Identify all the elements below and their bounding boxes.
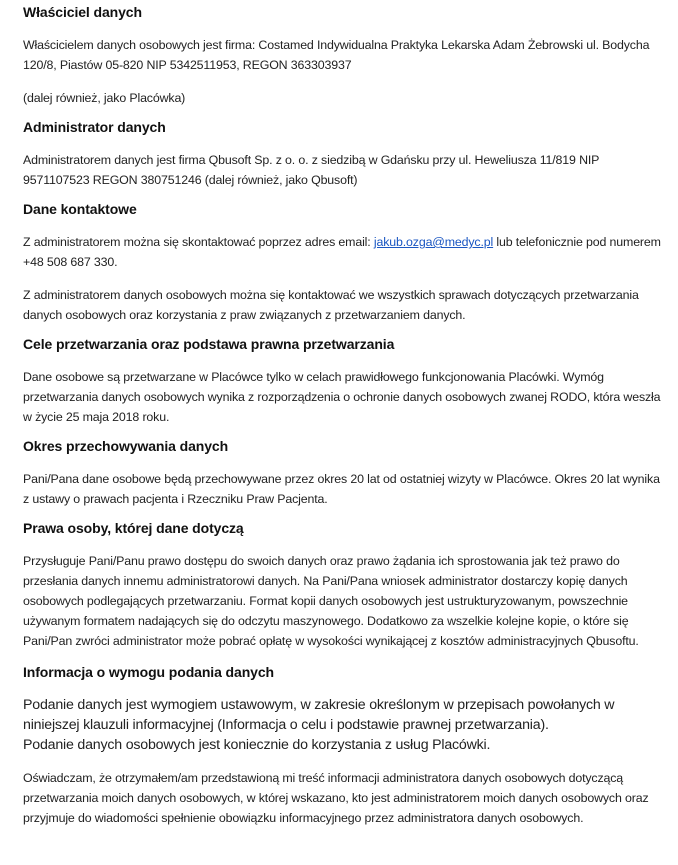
heading-data-requirement: Informacja o wymogu podania danych xyxy=(23,664,274,680)
data-subject-rights-text: Przysługuje Pani/Panu prawo dostępu do swoich danych oraz prawo żądania ich sprostowania jak też prawo do przesłania danych innemu administratorowi danych. Na Pani/Pana wniosek administrator dostarczy kopię danych osobowych podlegających przetwarzaniu. Format kopii danych osobowych jest ustrukturyzowanym, powszechnie używanym formatem nadających się do odczytu maszynowego. Dodatkowo za wszelkie kolejne kopie, o które się Pani/Pan zwróci administrator może pobrać opłatę w wysokości wynikającej z kosztów administracyjnych Qbusoftu. xyxy=(23,554,639,648)
data-requirement-necessity: Podanie danych osobowych jest koniecznie do korzystania z usług Placówki. xyxy=(23,737,491,753)
data-owner-alias: (dalej również, jako Placówka) xyxy=(23,91,186,105)
heading-contact-data: Dane kontaktowe xyxy=(23,201,137,217)
contact-text-before: Z administratorem można się skontaktować poprzez adres email: xyxy=(23,235,374,249)
retention-period-text: Pani/Pana dane osobowe będą przechowywane przez okres 20 lat od ostatniej wizyty w Placówce. Okres 20 lat wynika z ustawy o prawach pacjenta i Rzeczniku Praw Pacjenta. xyxy=(23,472,660,506)
heading-data-subject-rights: Prawa osoby, której dane dotyczą xyxy=(23,520,244,536)
heading-data-owner: Właściciel danych xyxy=(23,4,142,20)
declaration-text: Oświadczam, że otrzymałem/am przedstawioną mi treść informacji administratora danych osobowych dotyczącą przetwarzania moich danych osobowych, w której wskazano, kto jest administratorem moich danych osobowych oraz przyjmuje do wiadomości spełnienie obowiązku informacyjnego przez administratora danych osobowych. xyxy=(23,771,649,825)
email-link[interactable]: jakub.ozga@medyc.pl xyxy=(373,235,494,249)
processing-purpose-text: Dane osobowe są przetwarzane w Placówce tylko w celach prawidłowego funkcjonowania Placówki. Wymóg przetwarzania danych osobowych wynika z rozporządzenia o ochronie danych osobowych zwanej RODO, która weszła w życie 25 maja 2018 roku. xyxy=(23,370,661,424)
heading-processing-purpose: Cele przetwarzania oraz podstawa prawna przetwarzania xyxy=(23,336,395,352)
data-requirement-text: Podanie danych jest wymogiem ustawowym, w zakresie określonym w przepisach powołanych w niniejszej klauzuli informacyjnej (Informacja o celu i podstawie prawnej przetwarzania). xyxy=(23,697,615,733)
contact-scope-text: Z administratorem danych osobowych można się kontaktować we wszystkich sprawach dotyczących przetwarzania danych osobowych oraz korzystania z praw związanych z przetwarzaniem danych. xyxy=(23,288,639,322)
contact-text-after: lub telefonicznie pod numerem +48 508 687 330. xyxy=(23,235,661,269)
contact-text xyxy=(23,232,664,272)
heading-retention-period: Okres przechowywania danych xyxy=(23,438,229,454)
data-administrator-text: Administratorem danych jest firma Qbusoft Sp. z o. o. z siedzibą w Gdańsku przy ul. Heweliusza 11/819 NIP 9571107523 REGON 380751246 (dalej również, jako Qbusoft) xyxy=(23,153,600,187)
heading-data-administrator: Administrator danych xyxy=(23,119,166,135)
data-owner-text: Właścicielem danych osobowych jest firma: Costamed Indywidualna Praktyka Lekarska Adam Żebrowski ul. Bodycha 120/8, Piastów 05-820 NIP 5342511953, REGON 363303937 xyxy=(23,38,650,72)
